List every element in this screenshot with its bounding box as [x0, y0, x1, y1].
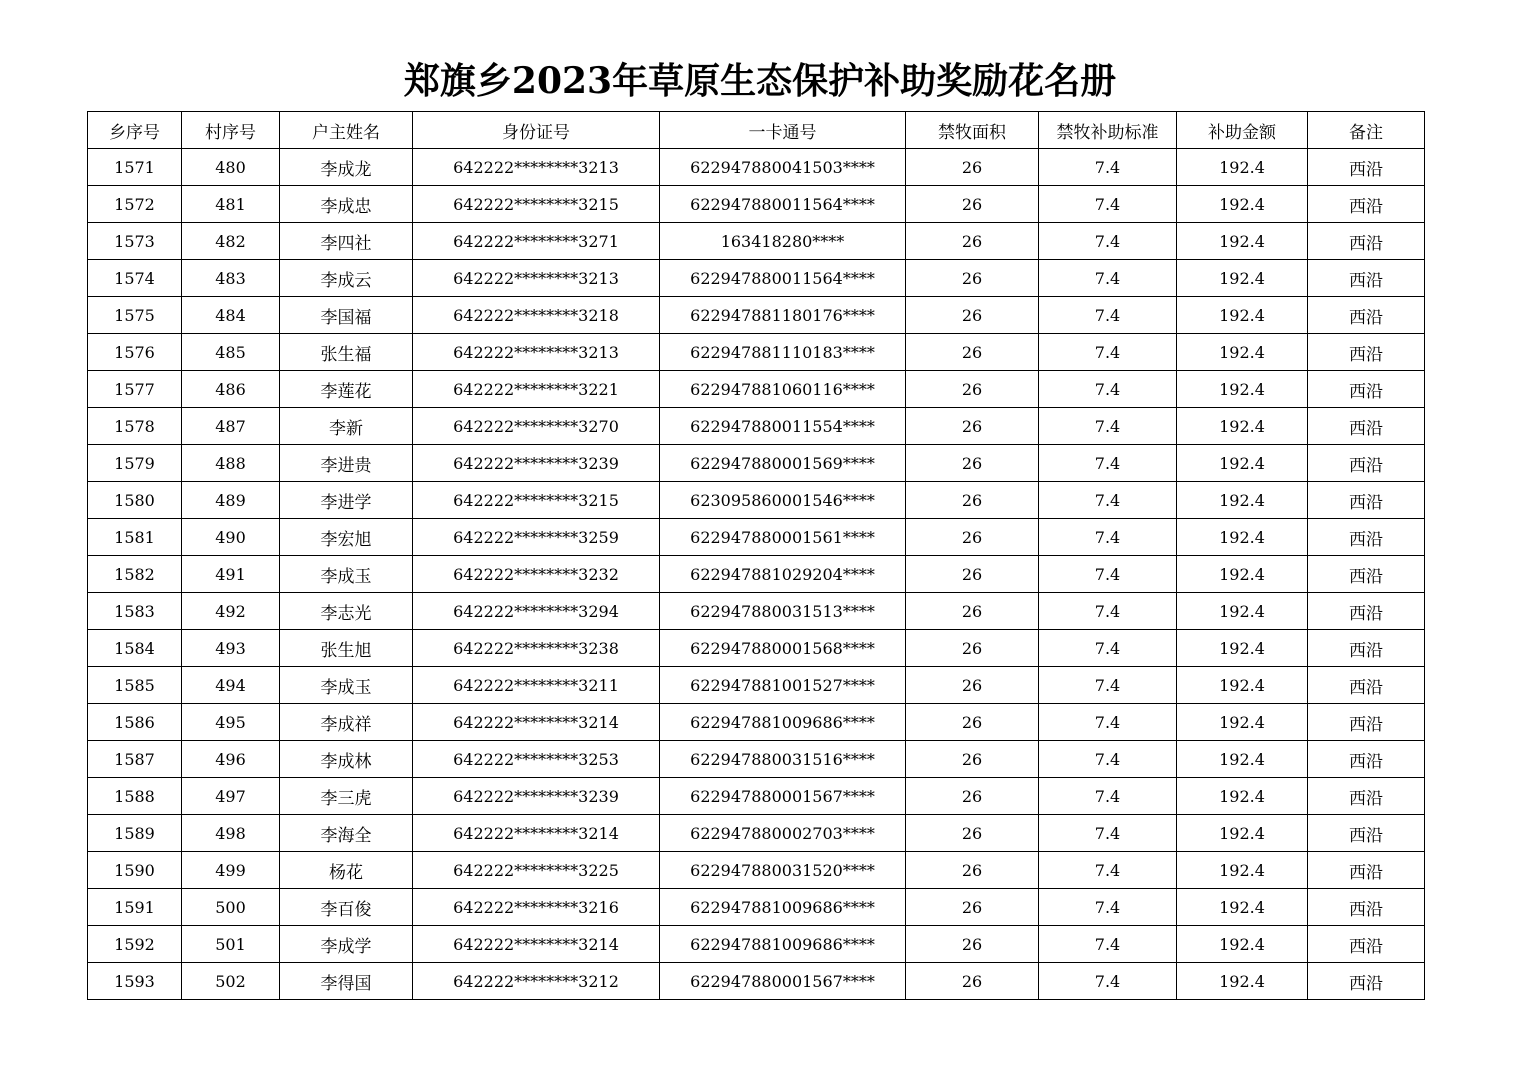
- cell-remarks: 西沿: [1308, 223, 1425, 260]
- cell-remarks: 西沿: [1308, 926, 1425, 963]
- cell-id-number: 642222********3213: [413, 149, 660, 186]
- header-householder-name: 户主姓名: [280, 112, 413, 149]
- cell-remarks: 西沿: [1308, 334, 1425, 371]
- cell-card-number: 622947880001561****: [660, 519, 906, 556]
- cell-remarks: 西沿: [1308, 667, 1425, 704]
- cell-township-no: 1586: [88, 704, 182, 741]
- cell-id-number: 642222********3215: [413, 482, 660, 519]
- cell-village-no: 498: [182, 815, 280, 852]
- cell-subsidy-amount: 192.4: [1177, 741, 1308, 778]
- cell-grazing-ban-area: 26: [906, 889, 1039, 926]
- cell-householder-name: 李三虎: [280, 778, 413, 815]
- table-row: [88, 408, 1425, 445]
- cell-village-no: 496: [182, 741, 280, 778]
- cell-village-no: 494: [182, 667, 280, 704]
- cell-subsidy-amount: 192.4: [1177, 852, 1308, 889]
- cell-subsidy-amount: 192.4: [1177, 630, 1308, 667]
- cell-subsidy-amount: 192.4: [1177, 445, 1308, 482]
- cell-card-number: 622947880011564****: [660, 260, 906, 297]
- cell-grazing-ban-area: 26: [906, 556, 1039, 593]
- cell-township-no: 1582: [88, 556, 182, 593]
- cell-card-number: 622947881009686****: [660, 926, 906, 963]
- header-remarks: 备注: [1308, 112, 1425, 149]
- cell-grazing-ban-area: 26: [906, 741, 1039, 778]
- cell-village-no: 493: [182, 630, 280, 667]
- cell-remarks: 西沿: [1308, 852, 1425, 889]
- cell-subsidy-rate: 7.4: [1039, 186, 1177, 223]
- table-row: [88, 445, 1425, 482]
- cell-grazing-ban-area: 26: [906, 630, 1039, 667]
- cell-card-number: 622947880041503****: [660, 149, 906, 186]
- cell-village-no: 497: [182, 778, 280, 815]
- cell-householder-name: 张生旭: [280, 630, 413, 667]
- table-row: [88, 334, 1425, 371]
- table-row: [88, 741, 1425, 778]
- cell-subsidy-rate: 7.4: [1039, 815, 1177, 852]
- cell-village-no: 481: [182, 186, 280, 223]
- cell-village-no: 487: [182, 408, 280, 445]
- cell-householder-name: 李四社: [280, 223, 413, 260]
- cell-grazing-ban-area: 26: [906, 704, 1039, 741]
- table-row: [88, 815, 1425, 852]
- cell-grazing-ban-area: 26: [906, 149, 1039, 186]
- cell-remarks: 西沿: [1308, 371, 1425, 408]
- roster-table: [87, 111, 1425, 1000]
- cell-card-number: 622947881180176****: [660, 297, 906, 334]
- cell-card-number: 622947880001567****: [660, 963, 906, 1000]
- cell-card-number: 622947881029204****: [660, 556, 906, 593]
- cell-township-no: 1574: [88, 260, 182, 297]
- cell-id-number: 642222********3239: [413, 778, 660, 815]
- cell-card-number: 622947881009686****: [660, 889, 906, 926]
- cell-remarks: 西沿: [1308, 519, 1425, 556]
- table-row: [88, 149, 1425, 186]
- cell-township-no: 1575: [88, 297, 182, 334]
- cell-village-no: 499: [182, 852, 280, 889]
- cell-township-no: 1571: [88, 149, 182, 186]
- cell-householder-name: 李得国: [280, 963, 413, 1000]
- cell-householder-name: 李成忠: [280, 186, 413, 223]
- cell-subsidy-rate: 7.4: [1039, 926, 1177, 963]
- table-row: [88, 297, 1425, 334]
- cell-township-no: 1590: [88, 852, 182, 889]
- cell-card-number: 622947880001567****: [660, 778, 906, 815]
- cell-householder-name: 李宏旭: [280, 519, 413, 556]
- cell-id-number: 642222********3270: [413, 408, 660, 445]
- cell-township-no: 1587: [88, 741, 182, 778]
- cell-card-number: 622947880001568****: [660, 630, 906, 667]
- table-row: [88, 630, 1425, 667]
- cell-subsidy-rate: 7.4: [1039, 778, 1177, 815]
- cell-card-number: 622947881110183****: [660, 334, 906, 371]
- cell-township-no: 1580: [88, 482, 182, 519]
- table-row: [88, 778, 1425, 815]
- cell-township-no: 1578: [88, 408, 182, 445]
- cell-id-number: 642222********3216: [413, 889, 660, 926]
- cell-subsidy-rate: 7.4: [1039, 519, 1177, 556]
- cell-remarks: 西沿: [1308, 963, 1425, 1000]
- cell-subsidy-amount: 192.4: [1177, 667, 1308, 704]
- cell-subsidy-amount: 192.4: [1177, 186, 1308, 223]
- cell-subsidy-rate: 7.4: [1039, 223, 1177, 260]
- cell-householder-name: 李进贵: [280, 445, 413, 482]
- table-row: [88, 852, 1425, 889]
- cell-id-number: 642222********3212: [413, 963, 660, 1000]
- cell-grazing-ban-area: 26: [906, 852, 1039, 889]
- cell-grazing-ban-area: 26: [906, 963, 1039, 1000]
- table-row: [88, 667, 1425, 704]
- cell-village-no: 484: [182, 297, 280, 334]
- cell-township-no: 1589: [88, 815, 182, 852]
- cell-card-number: 622947881009686****: [660, 704, 906, 741]
- table-row: [88, 963, 1425, 1000]
- cell-subsidy-amount: 192.4: [1177, 149, 1308, 186]
- cell-subsidy-rate: 7.4: [1039, 408, 1177, 445]
- cell-householder-name: 李海全: [280, 815, 413, 852]
- cell-subsidy-amount: 192.4: [1177, 778, 1308, 815]
- table-row: [88, 926, 1425, 963]
- cell-village-no: 488: [182, 445, 280, 482]
- cell-householder-name: 李成云: [280, 260, 413, 297]
- cell-remarks: 西沿: [1308, 408, 1425, 445]
- cell-subsidy-amount: 192.4: [1177, 519, 1308, 556]
- cell-village-no: 489: [182, 482, 280, 519]
- cell-village-no: 486: [182, 371, 280, 408]
- cell-card-number: 622947881001527****: [660, 667, 906, 704]
- cell-householder-name: 李莲花: [280, 371, 413, 408]
- cell-householder-name: 李成祥: [280, 704, 413, 741]
- cell-grazing-ban-area: 26: [906, 260, 1039, 297]
- cell-id-number: 642222********3218: [413, 297, 660, 334]
- cell-id-number: 642222********3215: [413, 186, 660, 223]
- cell-subsidy-amount: 192.4: [1177, 371, 1308, 408]
- cell-village-no: 490: [182, 519, 280, 556]
- page-title: 郑旗乡2023年草原生态保护补助奖励花名册: [403, 60, 1117, 102]
- cell-township-no: 1579: [88, 445, 182, 482]
- cell-card-number: 622947880011554****: [660, 408, 906, 445]
- cell-township-no: 1588: [88, 778, 182, 815]
- cell-householder-name: 李百俊: [280, 889, 413, 926]
- cell-village-no: 483: [182, 260, 280, 297]
- cell-village-no: 495: [182, 704, 280, 741]
- header-card-number: 一卡通号: [660, 112, 906, 149]
- table-row: [88, 260, 1425, 297]
- header-village-no: 村序号: [182, 112, 280, 149]
- cell-id-number: 642222********3213: [413, 334, 660, 371]
- cell-subsidy-amount: 192.4: [1177, 889, 1308, 926]
- cell-card-number: 622947880031513****: [660, 593, 906, 630]
- cell-remarks: 西沿: [1308, 556, 1425, 593]
- cell-village-no: 492: [182, 593, 280, 630]
- cell-subsidy-rate: 7.4: [1039, 741, 1177, 778]
- cell-subsidy-rate: 7.4: [1039, 149, 1177, 186]
- table-row: [88, 556, 1425, 593]
- table-row: [88, 186, 1425, 223]
- cell-township-no: 1581: [88, 519, 182, 556]
- cell-grazing-ban-area: 26: [906, 334, 1039, 371]
- cell-householder-name: 李志光: [280, 593, 413, 630]
- cell-id-number: 642222********3253: [413, 741, 660, 778]
- cell-remarks: 西沿: [1308, 741, 1425, 778]
- cell-card-number: 622947880011564****: [660, 186, 906, 223]
- cell-village-no: 501: [182, 926, 280, 963]
- cell-remarks: 西沿: [1308, 445, 1425, 482]
- cell-township-no: 1593: [88, 963, 182, 1000]
- cell-village-no: 485: [182, 334, 280, 371]
- cell-subsidy-rate: 7.4: [1039, 260, 1177, 297]
- cell-grazing-ban-area: 26: [906, 445, 1039, 482]
- table-row: [88, 519, 1425, 556]
- cell-remarks: 西沿: [1308, 778, 1425, 815]
- cell-id-number: 642222********3211: [413, 667, 660, 704]
- header-subsidy-rate: 禁牧补助标准: [1039, 112, 1177, 149]
- cell-householder-name: 李进学: [280, 482, 413, 519]
- cell-village-no: 480: [182, 149, 280, 186]
- cell-subsidy-rate: 7.4: [1039, 852, 1177, 889]
- cell-subsidy-rate: 7.4: [1039, 334, 1177, 371]
- cell-card-number: 622947880002703****: [660, 815, 906, 852]
- table-row: [88, 704, 1425, 741]
- cell-id-number: 642222********3239: [413, 445, 660, 482]
- cell-grazing-ban-area: 26: [906, 926, 1039, 963]
- cell-subsidy-amount: 192.4: [1177, 704, 1308, 741]
- cell-householder-name: 李成玉: [280, 667, 413, 704]
- header-township-no: 乡序号: [88, 112, 182, 149]
- cell-grazing-ban-area: 26: [906, 223, 1039, 260]
- cell-subsidy-amount: 192.4: [1177, 260, 1308, 297]
- cell-grazing-ban-area: 26: [906, 408, 1039, 445]
- cell-subsidy-amount: 192.4: [1177, 408, 1308, 445]
- cell-id-number: 642222********3259: [413, 519, 660, 556]
- header-grazing-ban-area: 禁牧面积: [906, 112, 1039, 149]
- cell-township-no: 1576: [88, 334, 182, 371]
- cell-grazing-ban-area: 26: [906, 186, 1039, 223]
- cell-remarks: 西沿: [1308, 297, 1425, 334]
- cell-township-no: 1573: [88, 223, 182, 260]
- cell-remarks: 西沿: [1308, 149, 1425, 186]
- table-row: [88, 593, 1425, 630]
- cell-subsidy-rate: 7.4: [1039, 482, 1177, 519]
- cell-id-number: 642222********3214: [413, 704, 660, 741]
- cell-subsidy-rate: 7.4: [1039, 963, 1177, 1000]
- cell-subsidy-rate: 7.4: [1039, 593, 1177, 630]
- roster-body: [88, 149, 1425, 1000]
- table-row: [88, 371, 1425, 408]
- cell-householder-name: 张生福: [280, 334, 413, 371]
- header-subsidy-amount: 补助金额: [1177, 112, 1308, 149]
- cell-township-no: 1577: [88, 371, 182, 408]
- cell-householder-name: 李成玉: [280, 556, 413, 593]
- cell-card-number: 622947880031520****: [660, 852, 906, 889]
- cell-householder-name: 李成龙: [280, 149, 413, 186]
- cell-village-no: 502: [182, 963, 280, 1000]
- cell-subsidy-amount: 192.4: [1177, 556, 1308, 593]
- cell-householder-name: 李成学: [280, 926, 413, 963]
- cell-householder-name: 李新: [280, 408, 413, 445]
- cell-card-number: 622947880031516****: [660, 741, 906, 778]
- cell-remarks: 西沿: [1308, 704, 1425, 741]
- cell-card-number: 622947880001569****: [660, 445, 906, 482]
- cell-householder-name: 李成林: [280, 741, 413, 778]
- cell-subsidy-amount: 192.4: [1177, 593, 1308, 630]
- cell-grazing-ban-area: 26: [906, 297, 1039, 334]
- cell-remarks: 西沿: [1308, 482, 1425, 519]
- cell-subsidy-amount: 192.4: [1177, 815, 1308, 852]
- cell-subsidy-amount: 192.4: [1177, 297, 1308, 334]
- table-row: [88, 223, 1425, 260]
- cell-township-no: 1583: [88, 593, 182, 630]
- cell-subsidy-amount: 192.4: [1177, 223, 1308, 260]
- cell-township-no: 1585: [88, 667, 182, 704]
- cell-subsidy-rate: 7.4: [1039, 371, 1177, 408]
- cell-id-number: 642222********3294: [413, 593, 660, 630]
- cell-township-no: 1584: [88, 630, 182, 667]
- cell-subsidy-rate: 7.4: [1039, 704, 1177, 741]
- header-id-number: 身份证号: [413, 112, 660, 149]
- cell-id-number: 642222********3225: [413, 852, 660, 889]
- cell-remarks: 西沿: [1308, 593, 1425, 630]
- cell-id-number: 642222********3213: [413, 260, 660, 297]
- cell-id-number: 642222********3238: [413, 630, 660, 667]
- cell-grazing-ban-area: 26: [906, 667, 1039, 704]
- cell-card-number: 163418280****: [660, 223, 906, 260]
- cell-village-no: 491: [182, 556, 280, 593]
- cell-remarks: 西沿: [1308, 630, 1425, 667]
- cell-township-no: 1591: [88, 889, 182, 926]
- cell-grazing-ban-area: 26: [906, 371, 1039, 408]
- cell-subsidy-rate: 7.4: [1039, 630, 1177, 667]
- cell-id-number: 642222********3214: [413, 815, 660, 852]
- cell-householder-name: 杨花: [280, 852, 413, 889]
- cell-subsidy-rate: 7.4: [1039, 667, 1177, 704]
- cell-subsidy-rate: 7.4: [1039, 445, 1177, 482]
- cell-subsidy-amount: 192.4: [1177, 963, 1308, 1000]
- cell-id-number: 642222********3232: [413, 556, 660, 593]
- cell-card-number: 623095860001546****: [660, 482, 906, 519]
- cell-remarks: 西沿: [1308, 260, 1425, 297]
- cell-id-number: 642222********3214: [413, 926, 660, 963]
- cell-householder-name: 李国福: [280, 297, 413, 334]
- cell-id-number: 642222********3221: [413, 371, 660, 408]
- cell-subsidy-amount: 192.4: [1177, 334, 1308, 371]
- cell-remarks: 西沿: [1308, 815, 1425, 852]
- cell-village-no: 482: [182, 223, 280, 260]
- header-row: [88, 112, 1425, 149]
- cell-subsidy-amount: 192.4: [1177, 482, 1308, 519]
- table-row: [88, 889, 1425, 926]
- cell-subsidy-amount: 192.4: [1177, 926, 1308, 963]
- cell-subsidy-rate: 7.4: [1039, 889, 1177, 926]
- cell-subsidy-rate: 7.4: [1039, 556, 1177, 593]
- cell-grazing-ban-area: 26: [906, 593, 1039, 630]
- cell-remarks: 西沿: [1308, 889, 1425, 926]
- cell-grazing-ban-area: 26: [906, 778, 1039, 815]
- cell-grazing-ban-area: 26: [906, 482, 1039, 519]
- cell-subsidy-rate: 7.4: [1039, 297, 1177, 334]
- table-row: [88, 482, 1425, 519]
- cell-village-no: 500: [182, 889, 280, 926]
- cell-remarks: 西沿: [1308, 186, 1425, 223]
- cell-card-number: 622947881060116****: [660, 371, 906, 408]
- cell-township-no: 1592: [88, 926, 182, 963]
- cell-id-number: 642222********3271: [413, 223, 660, 260]
- cell-grazing-ban-area: 26: [906, 815, 1039, 852]
- cell-grazing-ban-area: 26: [906, 519, 1039, 556]
- cell-township-no: 1572: [88, 186, 182, 223]
